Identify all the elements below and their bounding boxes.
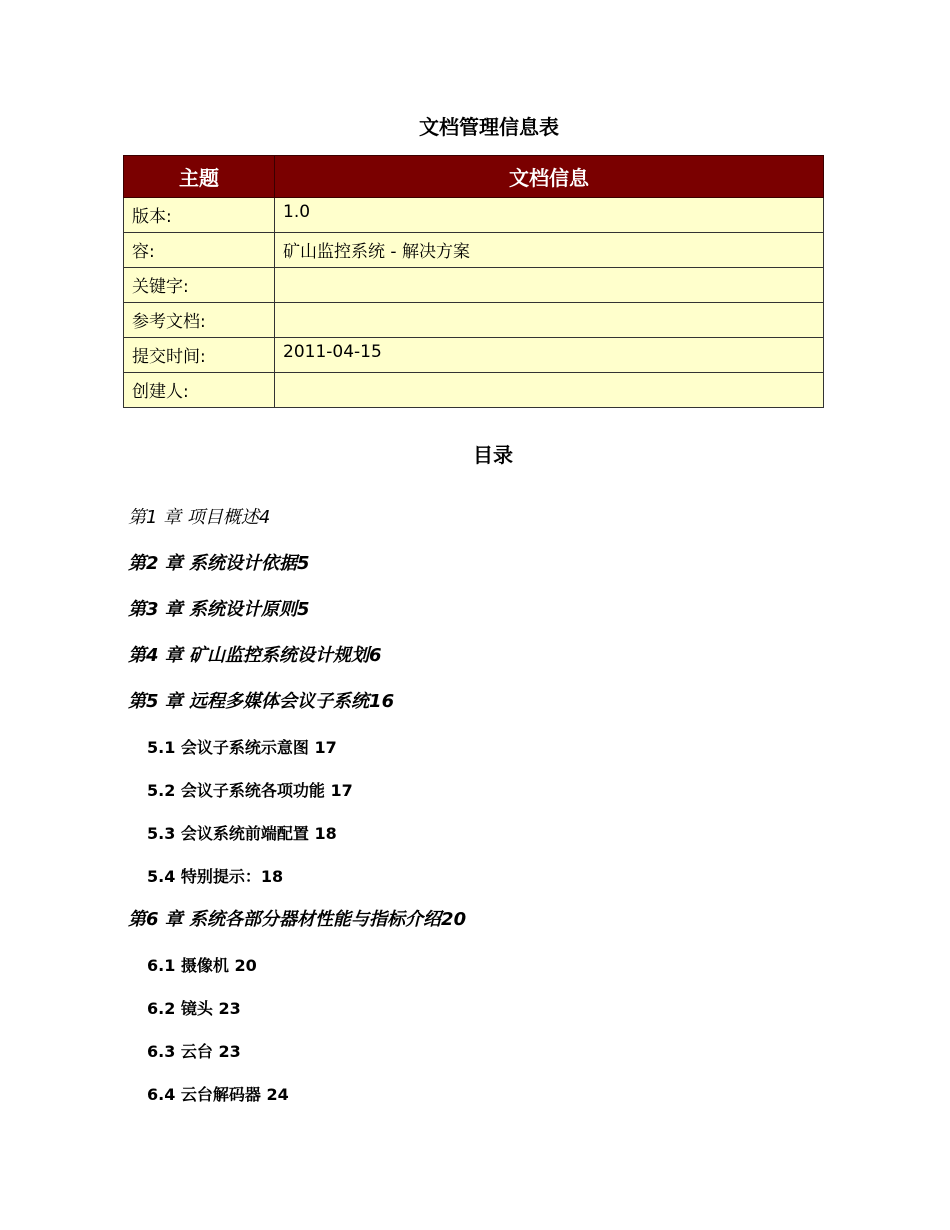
toc-entry-section-6-1[interactable]: 6.1 摄像机 20: [147, 956, 257, 975]
toc-entry-section-5-2[interactable]: 5.2 会议子系统各项功能 17: [147, 781, 353, 800]
header-doc-info: 文档信息: [275, 156, 824, 198]
row-value-reference: [275, 303, 824, 338]
document-info-table: [123, 155, 824, 408]
toc-entry-section-6-2[interactable]: 6.2 镜头 23: [147, 999, 241, 1018]
table-row: [124, 233, 824, 268]
row-label-keywords: 关键字:: [124, 268, 275, 303]
toc-entry-chapter-4[interactable]: 第4 章 矿山监控系统设计规划6: [128, 645, 382, 666]
table-row: [124, 373, 824, 408]
page-title: 文档管理信息表: [419, 115, 559, 139]
row-value-version: 1.0: [275, 198, 824, 233]
toc-entry-chapter-6[interactable]: 第6 章 系统各部分器材性能与指标介绍20: [128, 909, 467, 930]
row-value-submit-time: 2011-04-15: [275, 338, 824, 373]
toc-entry-section-5-4[interactable]: 5.4 特别提示：18: [147, 867, 284, 886]
toc-title: 目录: [473, 443, 513, 467]
table-row: [124, 303, 824, 338]
row-label-submit-time: 提交时间:: [124, 338, 275, 373]
header-topic: 主题: [124, 156, 275, 198]
row-value-keywords: [275, 268, 824, 303]
row-label-content: 容:: [124, 233, 275, 268]
table-row: [124, 338, 824, 373]
toc-entry-section-5-3[interactable]: 5.3 会议系统前端配置 18: [147, 824, 337, 843]
table-row: [124, 198, 824, 233]
toc-entry-chapter-1[interactable]: 第1 章 项目概述4: [128, 507, 271, 528]
row-label-version: 版本:: [124, 198, 275, 233]
toc-entry-section-6-3[interactable]: 6.3 云台 23: [147, 1042, 241, 1061]
table-row: [124, 268, 824, 303]
toc-entry-chapter-3[interactable]: 第3 章 系统设计原则5: [128, 599, 310, 620]
row-label-reference: 参考文档:: [124, 303, 275, 338]
toc-entry-section-6-4[interactable]: 6.4 云台解码器 24: [147, 1085, 289, 1104]
table-header-row: [124, 156, 824, 198]
row-value-creator: [275, 373, 824, 408]
toc-entry-chapter-5[interactable]: 第5 章 远程多媒体会议子系统16: [128, 691, 395, 712]
row-value-content: 矿山监控系统 - 解决方案: [275, 233, 824, 268]
row-label-creator: 创建人:: [124, 373, 275, 408]
toc-entry-section-5-1[interactable]: 5.1 会议子系统示意图 17: [147, 738, 337, 757]
toc-entry-chapter-2[interactable]: 第2 章 系统设计依据5: [128, 553, 310, 574]
